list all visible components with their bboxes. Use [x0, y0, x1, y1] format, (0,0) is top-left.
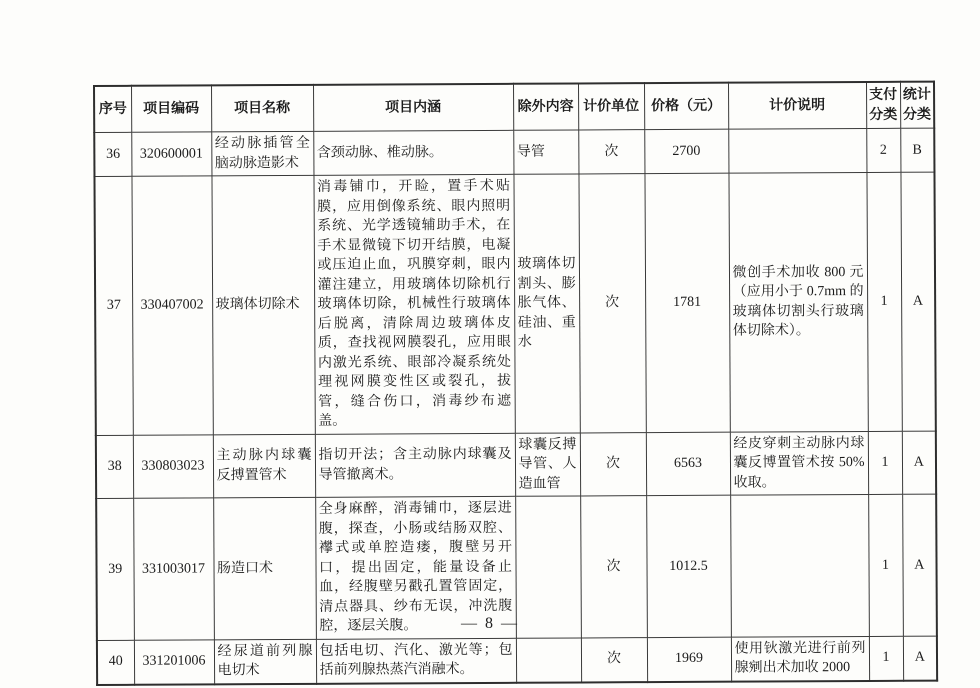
header-item-code: 项目编码 [131, 85, 211, 132]
cell-item-content: 包括电切、汽化、激光等；包括前列腺热蒸汽消融术。 [316, 638, 516, 684]
cell-exclusions [516, 637, 581, 682]
table-body [94, 128, 937, 684]
cell-seq: 36 [94, 132, 131, 176]
header-stat-class: 统计分类 [900, 82, 934, 129]
cell-item-content: 含颈动脉、椎动脉。 [313, 130, 513, 175]
cell-price: 1781 [644, 173, 729, 432]
cell-payment-class: 1 [869, 636, 903, 681]
cell-payment-class: 1 [868, 494, 903, 636]
cell-price: 2700 [644, 129, 728, 173]
cell-item-name: 肠造口术 [213, 497, 316, 639]
header-payment-class: 支付分类 [866, 82, 900, 129]
cell-unit: 次 [580, 496, 647, 638]
cell-exclusions: 玻璃体切割头、膨胀气体、硅油、重水 [513, 174, 579, 433]
cell-seq: 40 [97, 640, 134, 685]
table-row [97, 636, 937, 685]
cell-price: 1012.5 [646, 495, 731, 637]
cell-stat-class: A [903, 636, 937, 681]
cell-price: 6563 [646, 432, 730, 496]
cell-item-name: 经动脉插管全脑动脉造影术 [211, 131, 313, 176]
cell-item-content: 消毒铺巾，开睑，置手术贴膜，应用倒像系统、眼内照明系统、光学透镜辅助手术，在手术显微镜下切开结膜，电凝或压迫止血，巩膜穿刺，眼内灌注建立，用玻璃体切除机行玻璃体切除，机械性行玻璃体后脱离，清除周边玻璃体皮质，查找视网膜裂孔，应用眼内激光系统、眼部冷凝系统处理视网膜变性区或裂孔，拔管，缝合伤口，消毒纱布遮盖。 [313, 174, 514, 434]
cell-exclusions: 导管 [513, 130, 578, 174]
header-price: 价格（元） [644, 83, 728, 130]
cell-item-code: 320600001 [131, 132, 211, 176]
cell-price: 1969 [647, 637, 731, 682]
cell-seq: 37 [94, 176, 132, 435]
cell-payment-class: 2 [866, 128, 900, 172]
page-number: — 8 — [461, 615, 519, 632]
cell-item-code: 331201006 [134, 639, 214, 684]
table-row [94, 128, 934, 176]
cell-item-name: 经尿道前列腺电切术 [214, 639, 316, 684]
cell-pricing-note: 微创手术加收 800 元（应用小于 0.7mm 的玻璃体切割头行玻璃体切除术）。 [728, 172, 867, 431]
cell-unit: 次 [580, 432, 646, 496]
header-row [94, 82, 934, 133]
cell-item-name: 主动脉内球囊反搏置管术 [213, 434, 315, 498]
cell-payment-class: 1 [868, 431, 902, 495]
cell-item-name: 玻璃体切除术 [211, 175, 314, 434]
cell-stat-class: A [900, 172, 935, 431]
cell-item-content: 指切开法；含主动脉内球囊及导管撤离术。 [315, 433, 515, 498]
cell-item-content: 全身麻醉，消毒铺巾，逐层进腹，探查，小肠或结肠双腔、襻式或单腔造瘘，腹壁另开口，提出固定，能量设备止血，经腹壁另戳孔置管固定，清点器具、纱布无误，冲洗腹腔，逐层关腹。 [315, 496, 516, 639]
cell-item-code: 331003017 [133, 498, 214, 640]
table-row [96, 431, 936, 499]
cell-stat-class: A [902, 494, 937, 636]
cell-item-code: 330803023 [133, 434, 213, 498]
header-seq: 序号 [94, 86, 131, 133]
cell-pricing-note: 使用钬激光进行前列腺剜出术加收 2000 [731, 636, 869, 681]
table-row [94, 172, 935, 435]
cell-unit: 次 [578, 130, 644, 174]
cell-stat-class: B [900, 128, 934, 172]
cell-unit: 次 [578, 174, 645, 433]
price-table-wrapper [93, 81, 936, 686]
cell-item-code: 330407002 [131, 176, 212, 435]
cell-pricing-note: 经皮穿刺主动脉内球囊反博置管术按 50% 收取。 [730, 431, 868, 495]
cell-payment-class: 1 [866, 172, 901, 431]
cell-seq: 39 [96, 498, 134, 640]
medical-service-price-table [93, 81, 938, 686]
cell-pricing-note [728, 128, 866, 173]
cell-seq: 38 [96, 435, 133, 499]
cell-exclusions: 球囊反搏导管、人造血管 [515, 432, 580, 496]
header-pricing-note: 计价说明 [728, 82, 866, 129]
header-unit: 计价单位 [578, 83, 644, 130]
cell-stat-class: A [902, 431, 936, 495]
table-header [94, 82, 934, 133]
header-item-name: 项目名称 [211, 85, 313, 132]
header-item-content: 项目内涵 [313, 84, 513, 132]
header-exclusions: 除外内容 [513, 83, 578, 130]
cell-unit: 次 [581, 637, 647, 682]
